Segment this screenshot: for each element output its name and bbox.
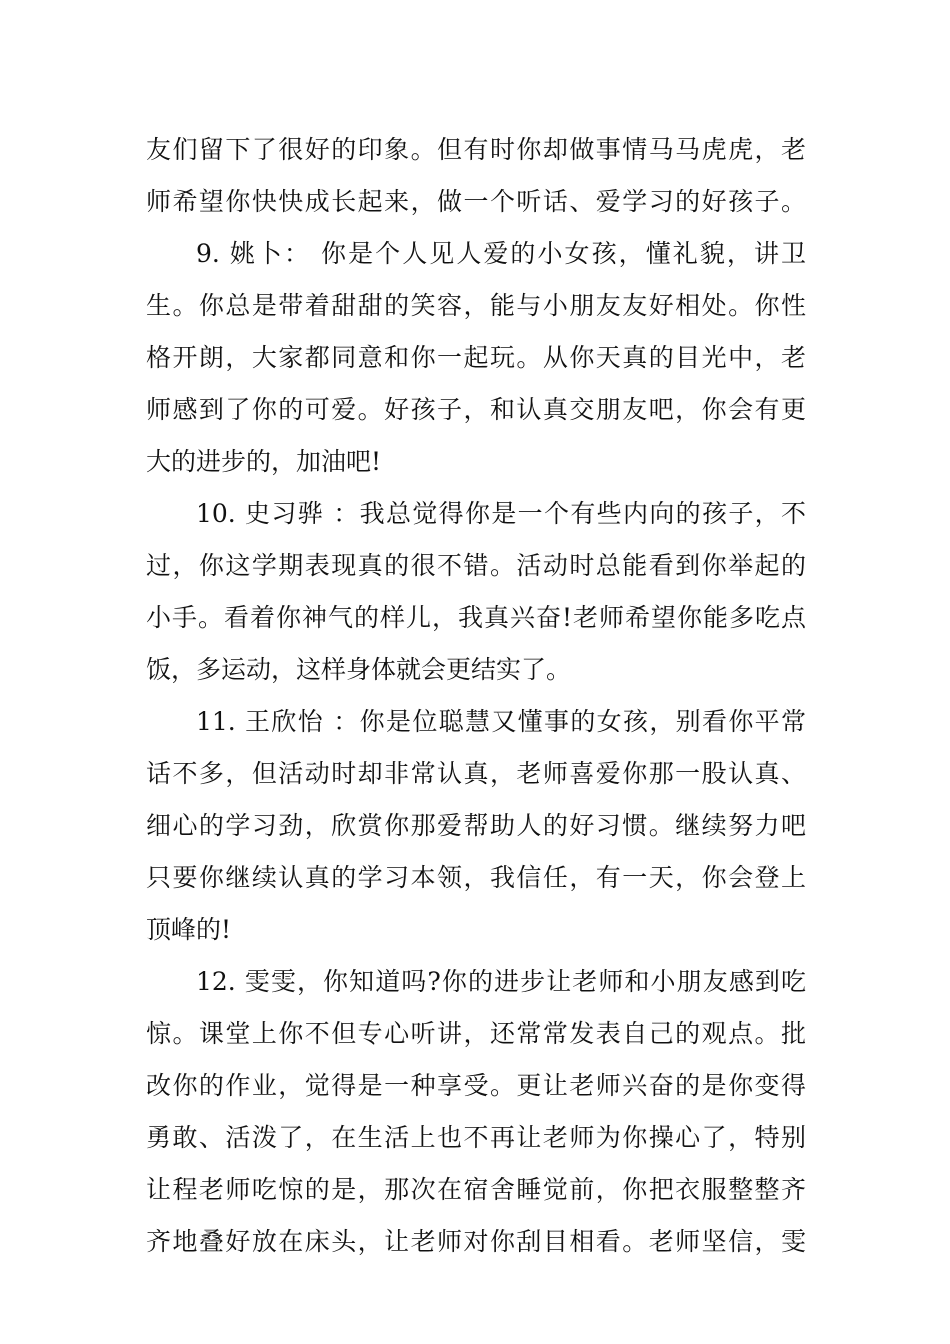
paragraph-first-line: 10. 史习骅 ：我总觉得你是一个有些内向的孩子，不: [196, 499, 806, 528]
paragraph-first-line: 9. 姚卜： 你是个人见人爱的小女孩，懂礼貌，讲卫: [196, 239, 806, 268]
document-body: [146, 124, 806, 1268]
text-line: 大的进步的，加油吧!: [146, 447, 382, 476]
text-line: 友们留下了很好的印象。但有时你却做事情马马虎虎，老: [146, 135, 806, 164]
text-line: 过，你这学期表现真的很不错。活动时总能看到你举起的: [146, 551, 806, 580]
text-line: 格开朗，大家都同意和你一起玩。从你天真的目光中，老: [146, 343, 806, 372]
text-line: 顶峰的!: [146, 915, 232, 944]
text-line: 细心的学习劲，欣赏你那爱帮助人的好习惯。继续努力吧: [146, 811, 806, 840]
text-line: 勇敢、活泼了，在生活上也不再让老师为你操心了，特别: [146, 1123, 806, 1152]
text-line: 让程老师吃惊的是，那次在宿舍睡觉前，你把衣服整整齐: [146, 1175, 806, 1204]
text-line: 小手。看着你神气的样儿，我真兴奋!老师希望你能多吃点: [146, 603, 806, 632]
text-line: 齐地叠好放在床头，让老师对你刮目相看。老师坚信，雯: [146, 1227, 806, 1256]
paragraph-first-line: 12. 雯雯，你知道吗?你的进步让老师和小朋友感到吃: [196, 967, 806, 996]
text-line: 惊。课堂上你不但专心听讲，还常常发表自己的观点。批: [146, 1019, 806, 1048]
text-line: 师希望你快快成长起来，做一个听话、爱学习的好孩子。: [146, 187, 806, 216]
text-line: 话不多，但活动时却非常认真，老师喜爱你那一股认真、: [146, 759, 806, 788]
text-line: 饭，多运动，这样身体就会更结实了。: [146, 655, 572, 684]
text-line: 生。你总是带着甜甜的笑容，能与小朋友友好相处。你性: [146, 291, 806, 320]
text-line: 师感到了你的可爱。好孩子，和认真交朋友吧，你会有更: [146, 395, 806, 424]
text-line: 改你的作业，觉得是一种享受。更让老师兴奋的是你变得: [146, 1071, 806, 1100]
paragraph-first-line: 11. 王欣怡 ：你是位聪慧又懂事的女孩，别看你平常: [196, 707, 806, 736]
text-line: 只要你继续认真的学习本领，我信任，有一天，你会登上: [146, 863, 806, 892]
